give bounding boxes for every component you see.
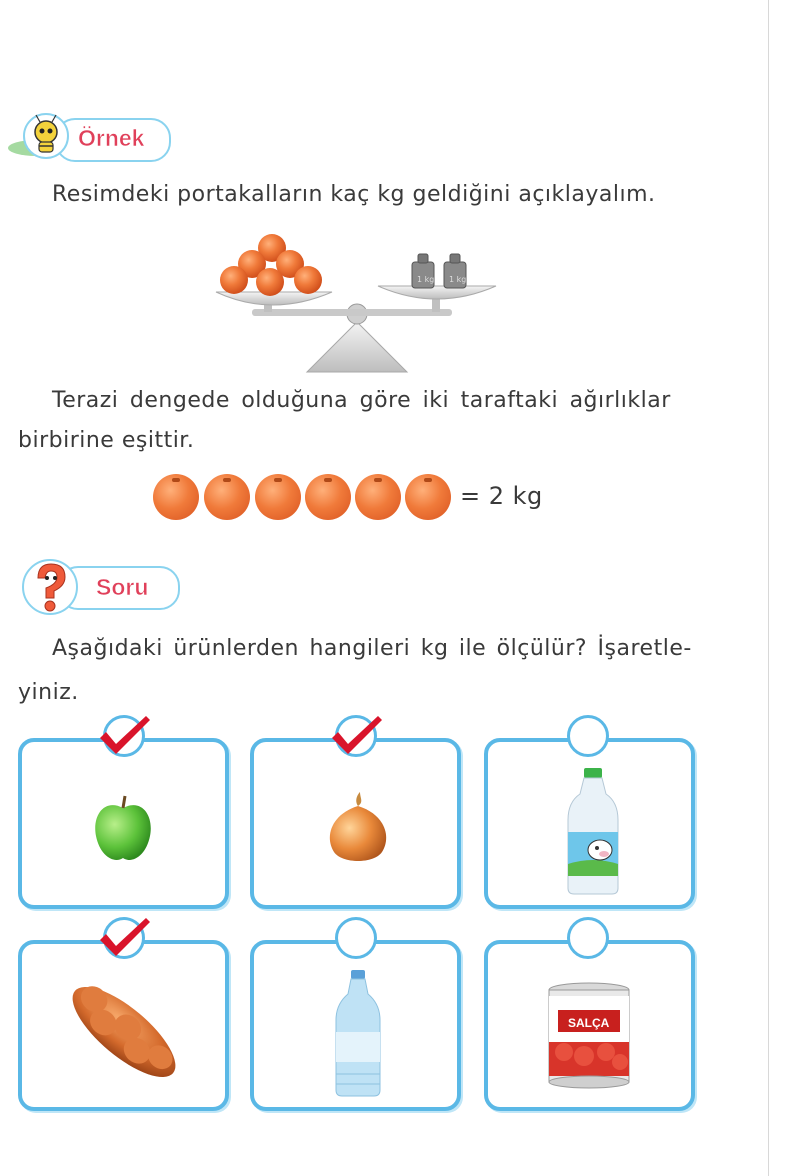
checkmark-icon bbox=[96, 712, 154, 756]
orange-icon bbox=[405, 474, 451, 520]
equation-result: = 2 kg bbox=[460, 482, 543, 510]
example-badge-label: Örnek bbox=[78, 125, 145, 151]
item-name bbox=[489, 743, 494, 744]
water-bottle-icon bbox=[334, 970, 382, 1098]
checkbox-milk-bottle[interactable] bbox=[567, 715, 609, 757]
question-badge-label: Soru bbox=[96, 574, 149, 600]
explanation-line-2: birbirine eşittir. bbox=[18, 428, 195, 453]
orange-icon bbox=[153, 474, 199, 520]
weight-label-2: 1 kg bbox=[449, 275, 467, 284]
braided-bread-icon bbox=[60, 968, 188, 1096]
page-edge bbox=[768, 0, 769, 1176]
tomato-paste-can-icon bbox=[548, 982, 630, 1090]
item-card-onion bbox=[250, 738, 461, 909]
item-name bbox=[255, 743, 258, 744]
item-name bbox=[23, 945, 26, 946]
item-name bbox=[23, 743, 26, 744]
checkbox-water-bottle[interactable] bbox=[335, 917, 377, 959]
item-card-milk-bottle bbox=[484, 738, 695, 909]
item-card-water-bottle bbox=[250, 940, 461, 1111]
question-prompt-line-1: Aşağıdaki ürünlerden hangileri kg ile ölçülür? İşaretle- bbox=[52, 636, 692, 661]
checkmark-icon bbox=[328, 712, 386, 756]
orange-icon bbox=[355, 474, 401, 520]
orange-icon bbox=[255, 474, 301, 520]
item-card-bread bbox=[18, 940, 229, 1111]
checkbox-tomato-paste-can[interactable] bbox=[567, 917, 609, 959]
apple-icon bbox=[92, 794, 154, 866]
explanation-line-1: Terazi dengede olduğuna göre iki taraftaki ağırlıklar bbox=[52, 388, 671, 413]
can-label: SALÇA bbox=[568, 1016, 610, 1030]
orange-icon bbox=[204, 474, 250, 520]
item-card-tomato-paste-can bbox=[484, 940, 695, 1111]
onion-icon bbox=[324, 792, 392, 868]
milk-bottle-icon bbox=[566, 768, 620, 896]
item-name bbox=[255, 945, 259, 946]
question-mark-mascot-icon bbox=[20, 556, 80, 618]
item-card-apple bbox=[18, 738, 229, 909]
example-question: Resimdeki portakalların kaç kg geldiğini açıklayalım. bbox=[52, 182, 656, 207]
item-name bbox=[489, 945, 495, 946]
checkmark-icon bbox=[96, 914, 154, 958]
weight-label-1: 1 kg bbox=[417, 275, 435, 284]
question-prompt-line-2: yiniz. bbox=[18, 680, 79, 705]
bee-mascot-icon bbox=[6, 110, 82, 166]
orange-icon bbox=[305, 474, 351, 520]
balance-scale-illustration bbox=[212, 226, 502, 386]
